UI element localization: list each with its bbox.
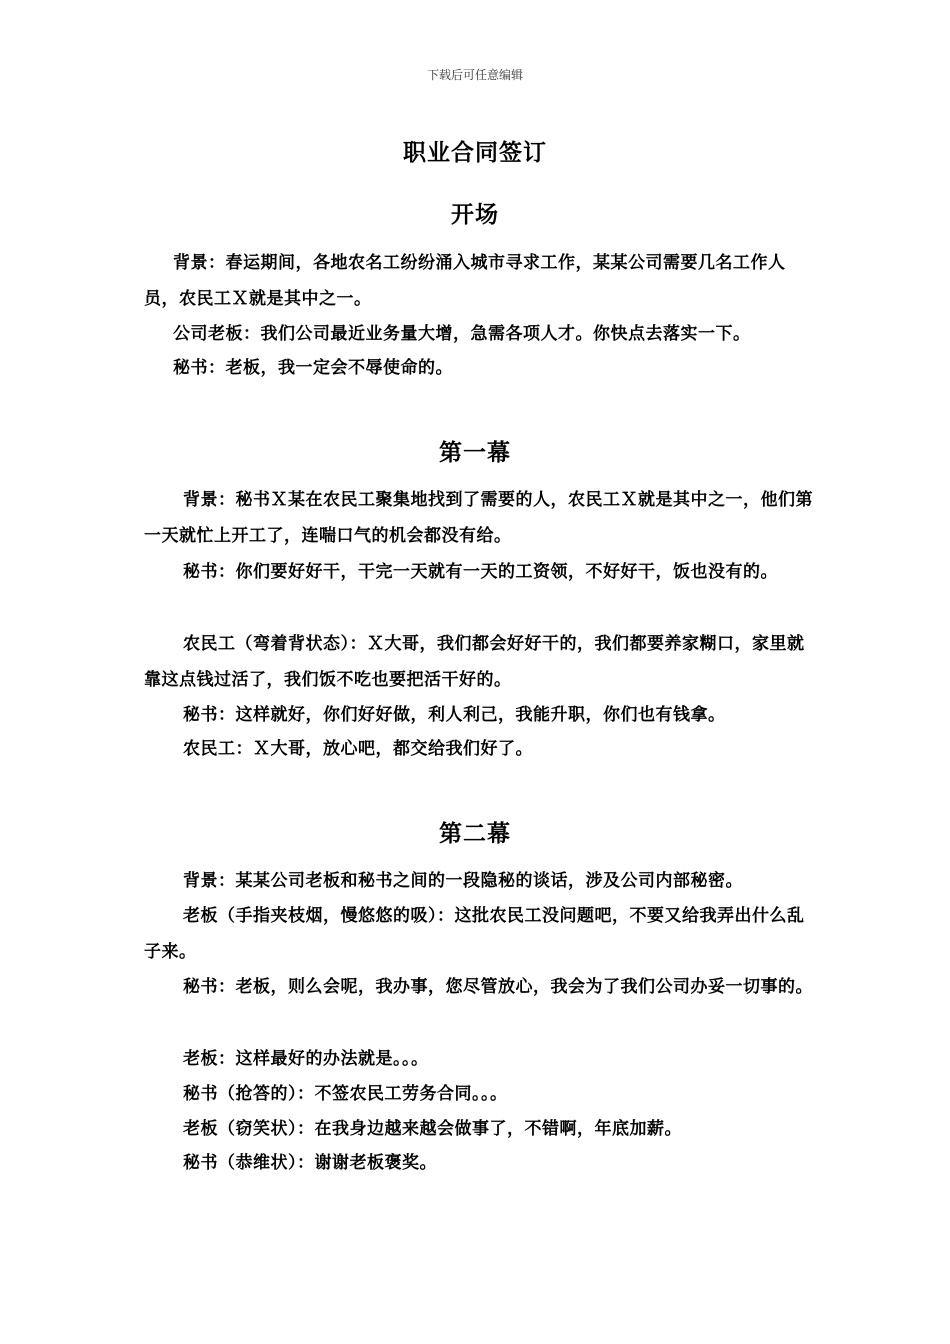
act1-paragraph: 背景：秘书Ｘ某在农民工聚集地找到了需要的人，农民工Ｘ就是其中之一，他们第一天就忙上开工了，连喘口气的机会都没有给。 bbox=[144, 490, 813, 546]
act1-paragraph: 农民工：Ｘ大哥，放心吧，都交给我们好了。 bbox=[183, 739, 533, 759]
act2-paragraph: 老板（窃笑状）：在我身边越来越会做事了，不错啊，年底加薪。 bbox=[183, 1119, 682, 1139]
opening-paragraph: 秘书：老板，我一定会不辱使命的。 bbox=[173, 358, 453, 378]
act2-paragraph: 背景：某某公司老板和秘书之间的一段隐秘的谈话，涉及公司内部秘密。 bbox=[183, 871, 743, 891]
opening-paragraph: 背景：春运期间，各地农名工纷纷涌入城市寻求工作，某某公司需要几名工作人员，农民工Ｘ就是其中之一。 bbox=[144, 253, 786, 309]
section-heading-act1: 第一幕 bbox=[439, 440, 511, 466]
act2-paragraph: 老板（手指夹枝烟，慢悠悠的吸）：这批农民工没问题吧，不要又给我弄出什么乱子来。 bbox=[144, 906, 805, 962]
act1-paragraph: 秘书：这样就好，你们好好做，利人利己，我能升职，你们也有钱拿。 bbox=[183, 705, 726, 725]
act1-paragraph: 秘书：你们要好好干，干完一天就有一天的工资领，不好好干，饭也没有的。 bbox=[183, 562, 778, 582]
act1-paragraph: 农民工（弯着背状态）：Ｘ大哥，我们都会好好干的，我们都要养家糊口，家里就靠这点钱过活了，我们饭不吃也要把活干好的。 bbox=[144, 634, 805, 690]
act2-paragraph: 秘书（恭维状）：谢谢老板褒奖。 bbox=[183, 1153, 437, 1173]
section-heading-opening: 开场 bbox=[451, 202, 499, 228]
act2-paragraph: 秘书（抢答的）：不签农民工劳务合同。。。 bbox=[183, 1084, 508, 1104]
opening-paragraph: 公司老板：我们公司最近业务量大增，急需各项人才。你快点去落实一下。 bbox=[173, 324, 751, 344]
section-heading-act2: 第二幕 bbox=[439, 821, 511, 847]
act2-paragraph: 秘书：老板，则么会呢，我办事，您尽管放心，我会为了我们公司办妥一切事的。 bbox=[183, 977, 813, 997]
act2-paragraph: 老板：这样最好的办法就是。。。 bbox=[183, 1049, 429, 1069]
header-note: 下载后可任意编辑 bbox=[426, 68, 523, 82]
document-title: 职业合同签订 bbox=[403, 140, 547, 166]
